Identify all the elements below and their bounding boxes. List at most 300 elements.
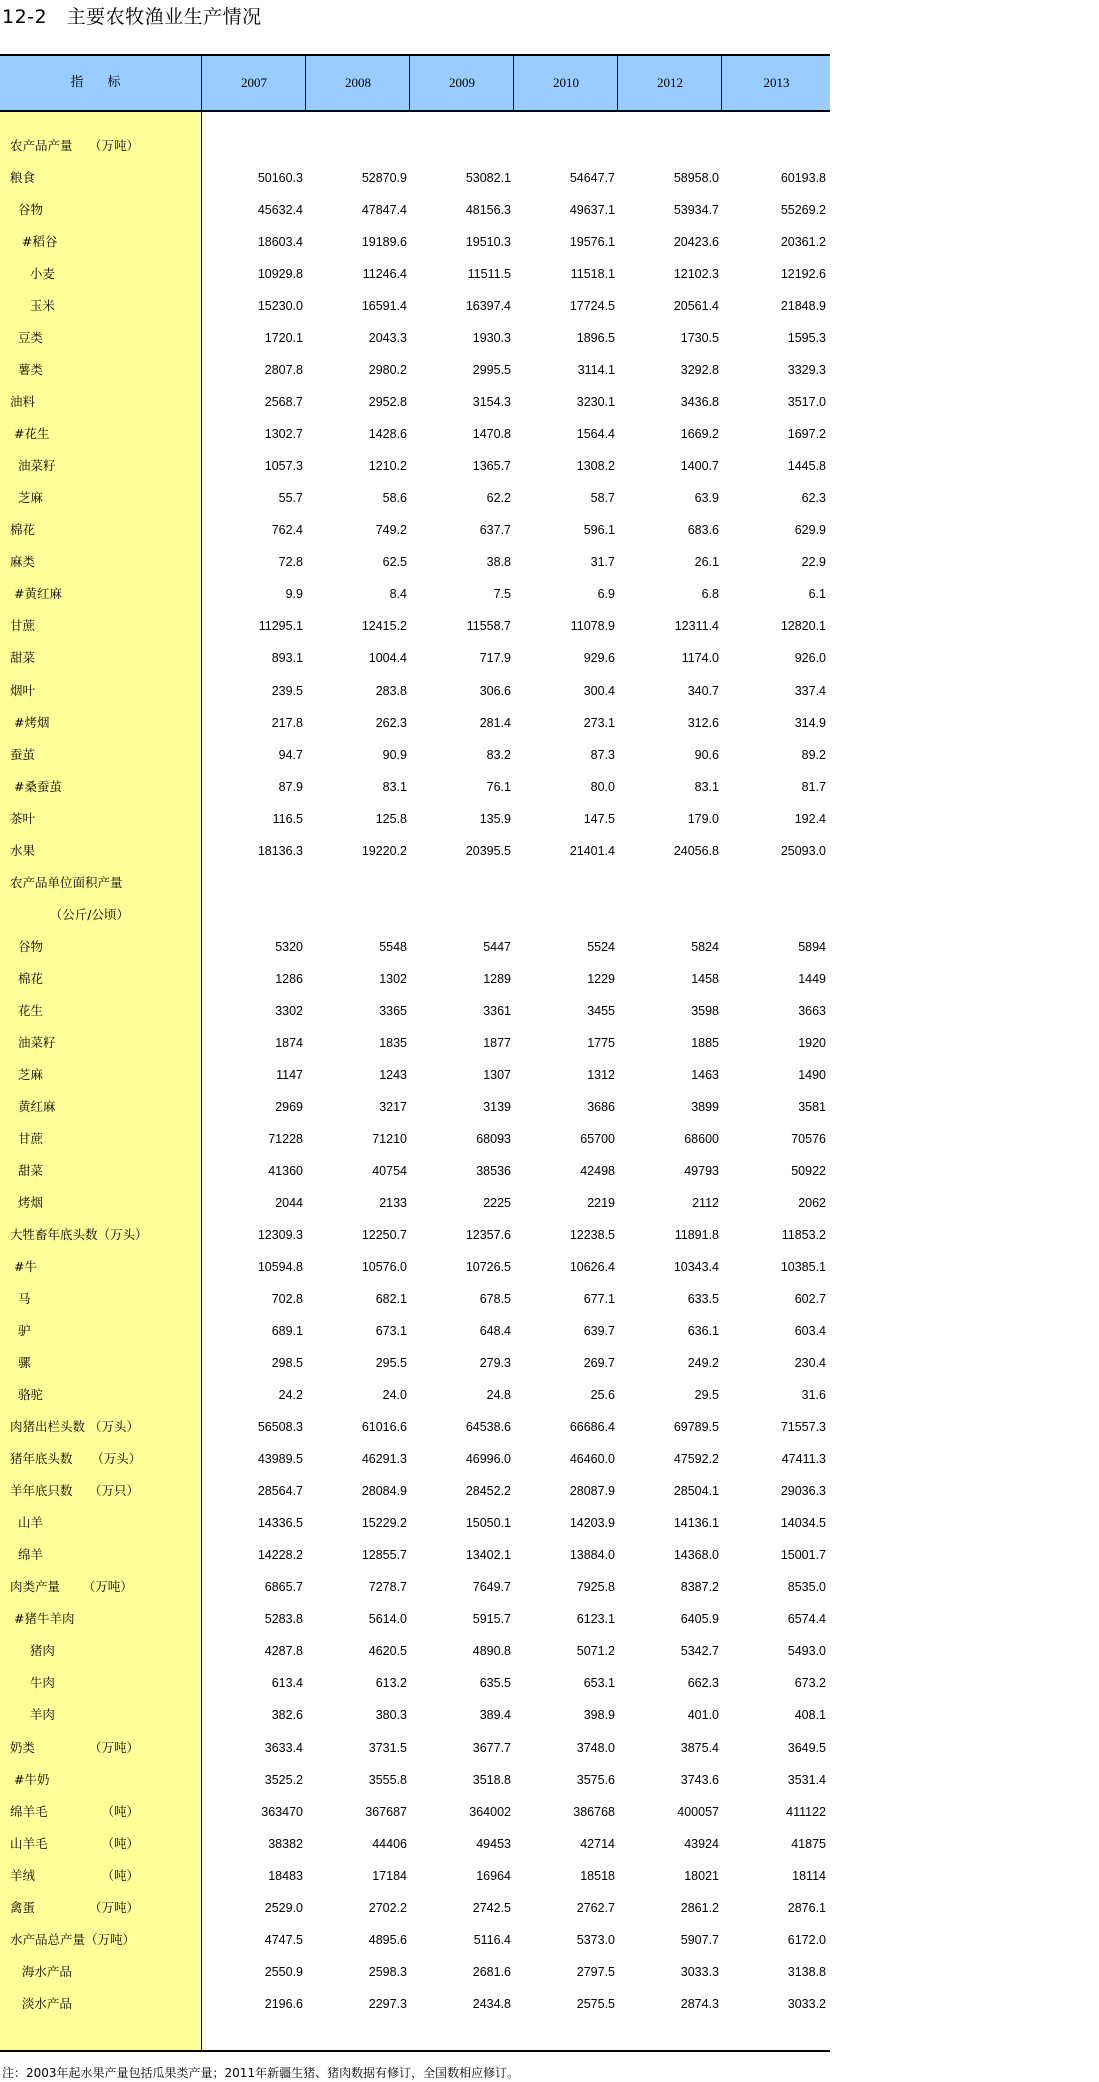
row-value: 5824: [691, 939, 719, 954]
row-value: 4747.5: [264, 1932, 303, 1947]
table-row: [0, 1379, 830, 1411]
table-row: [0, 1796, 830, 1828]
row-value: 380.3: [375, 1708, 407, 1723]
row-label: 海水产品: [10, 1963, 72, 1979]
row-value: 279.3: [479, 1356, 511, 1371]
table-row: [0, 931, 830, 963]
table-row: [0, 418, 830, 450]
row-value: 53934.7: [673, 203, 719, 218]
row-value: 1874: [275, 1035, 303, 1050]
row-value: 2762.7: [576, 1900, 615, 1915]
row-value: 762.4: [271, 523, 303, 538]
row-value: 3436.8: [680, 395, 719, 410]
row-value: 12102.3: [673, 267, 719, 282]
row-value: 94.7: [278, 747, 303, 762]
row-value: 1669.2: [680, 427, 719, 442]
row-value: 682.1: [375, 1292, 407, 1307]
row-value: 42714: [580, 1836, 615, 1851]
header-year: 2009: [409, 56, 514, 110]
row-value: 295.5: [375, 1356, 407, 1371]
table-row: [0, 194, 830, 226]
row-value: 239.5: [271, 683, 303, 698]
row-value: 1210.2: [368, 459, 407, 474]
table-row: [0, 1603, 830, 1635]
row-value: 192.4: [794, 811, 826, 826]
row-label: 麻类: [10, 554, 36, 570]
row-value: 398.9: [583, 1708, 615, 1723]
row-value: 3686: [587, 1099, 615, 1114]
row-value: 678.5: [479, 1292, 511, 1307]
row-value: 3329.3: [787, 363, 826, 378]
row-value: 12415.2: [361, 619, 407, 634]
row-value: 13884.0: [569, 1548, 615, 1563]
row-label: 甘蔗: [10, 618, 36, 634]
row-value: 2568.7: [264, 395, 303, 410]
row-value: 6405.9: [680, 1612, 719, 1627]
row-value: 2550.9: [264, 1964, 303, 1979]
row-value: 18114: [792, 1868, 826, 1883]
row-label: 棉花: [10, 970, 43, 986]
row-value: 1445.8: [787, 459, 826, 474]
row-label: 山羊: [10, 1515, 43, 1531]
row-value: 1885: [691, 1035, 719, 1050]
row-value: 58.7: [590, 491, 615, 506]
row-value: 80.0: [590, 779, 615, 794]
table-row: [0, 867, 830, 899]
row-value: 3518.8: [472, 1772, 511, 1787]
row-value: 29.5: [694, 1388, 719, 1403]
row-value: 47592.2: [673, 1452, 719, 1467]
row-value: 3139: [483, 1099, 511, 1114]
row-value: 71557.3: [780, 1420, 826, 1435]
row-value: 4895.6: [368, 1932, 407, 1947]
row-value: 408.1: [794, 1708, 826, 1723]
row-value: 41875: [791, 1836, 826, 1851]
row-value: 4287.8: [264, 1644, 303, 1659]
row-label: 烟叶: [10, 682, 36, 698]
row-value: 3217: [379, 1099, 407, 1114]
row-label: 绵羊毛 （吨）: [10, 1803, 139, 1819]
row-value: 62.5: [382, 555, 407, 570]
row-value: 926.0: [794, 651, 826, 666]
row-value: 90.9: [382, 747, 407, 762]
row-value: 11891.8: [674, 1228, 719, 1243]
table-row: [0, 1635, 830, 1667]
row-value: 147.5: [583, 811, 615, 826]
table-row: [0, 1315, 830, 1347]
row-value: 1174.0: [681, 651, 719, 666]
row-value: 3743.6: [680, 1772, 719, 1787]
row-value: 3731.5: [368, 1740, 407, 1755]
row-value: 3033.3: [680, 1964, 719, 1979]
row-value: 401.0: [687, 1708, 719, 1723]
row-value: 1307: [483, 1067, 511, 1082]
table-row: [0, 739, 830, 771]
row-value: 5342.7: [680, 1644, 719, 1659]
row-value: 2529.0: [264, 1900, 303, 1915]
row-label: 小麦: [10, 266, 55, 282]
row-value: 2196.6: [264, 1996, 303, 2011]
row-label: 谷物: [10, 202, 43, 218]
table-row: [0, 1892, 830, 1924]
row-value: 217.8: [271, 715, 303, 730]
table-row: [0, 386, 830, 418]
header-year: 2008: [305, 56, 410, 110]
table-row: [0, 258, 830, 290]
row-label: 羊年底只数 （万只）: [10, 1483, 139, 1499]
row-value: 5116.4: [473, 1932, 511, 1947]
row-value: 281.4: [479, 715, 511, 730]
table-row: [0, 707, 830, 739]
row-value: 7278.7: [368, 1580, 407, 1595]
row-value: 116.5: [272, 811, 303, 826]
row-value: 1930.3: [472, 331, 511, 346]
row-value: 42498: [580, 1163, 615, 1178]
row-value: 19220.2: [361, 843, 407, 858]
row-value: 19189.6: [361, 235, 407, 250]
row-value: 1004.4: [368, 651, 407, 666]
row-value: 3663: [798, 1003, 826, 1018]
row-label: 棉花: [10, 522, 36, 538]
row-value: 49453: [476, 1836, 511, 1851]
row-value: 58.6: [382, 491, 407, 506]
row-value: 2742.5: [472, 1900, 511, 1915]
table-row: [0, 130, 830, 162]
row-value: 5907.7: [680, 1932, 719, 1947]
row-value: 46291.3: [361, 1452, 407, 1467]
row-value: 2575.5: [576, 1996, 615, 2011]
row-label: 谷物: [10, 938, 43, 954]
row-label: 骡: [10, 1355, 31, 1371]
row-value: 90.6: [694, 747, 719, 762]
row-value: 1308.2: [576, 459, 615, 474]
header-year: 2007: [201, 56, 306, 110]
row-value: 38382: [268, 1836, 303, 1851]
row-value: 16964: [476, 1868, 511, 1883]
row-value: 702.8: [271, 1292, 303, 1307]
row-value: 3154.3: [472, 395, 511, 410]
row-label: 奶类 （万吨）: [10, 1739, 139, 1755]
row-value: 1289: [483, 971, 511, 986]
row-label: 山羊毛 （吨）: [10, 1835, 139, 1851]
row-label: #稻谷: [10, 234, 58, 250]
row-value: 12309.3: [257, 1228, 303, 1243]
row-label: 豆类: [10, 330, 43, 346]
row-value: 3455: [587, 1003, 615, 1018]
row-value: 411122: [786, 1804, 826, 1819]
header-year: 2012: [617, 56, 722, 110]
row-value: 3748.0: [576, 1740, 615, 1755]
row-value: 633.5: [687, 1292, 719, 1307]
row-value: 613.4: [271, 1676, 303, 1691]
row-value: 2876.1: [787, 1900, 826, 1915]
row-value: 5283.8: [264, 1612, 303, 1627]
table-row: [0, 1187, 830, 1219]
table-row: [0, 162, 830, 194]
table-row: [0, 1988, 830, 2020]
row-value: 929.6: [583, 651, 615, 666]
row-value: 2702.2: [368, 1900, 407, 1915]
row-value: 16397.4: [465, 299, 511, 314]
row-value: 10594.8: [257, 1260, 303, 1275]
row-value: 28564.7: [257, 1484, 303, 1499]
row-value: 6574.4: [787, 1612, 826, 1627]
row-value: 637.7: [479, 523, 511, 538]
row-value: 14034.5: [780, 1516, 826, 1531]
row-label: 淡水产品: [10, 1995, 72, 2011]
row-value: 11246.4: [362, 267, 407, 282]
row-value: 1720.1: [264, 331, 303, 346]
row-value: 43924: [684, 1836, 719, 1851]
row-value: 8387.2: [680, 1580, 719, 1595]
table-row: [0, 1860, 830, 1892]
row-label: #烤烟: [10, 714, 50, 730]
row-value: 2980.2: [368, 363, 407, 378]
row-value: 40754: [372, 1163, 407, 1178]
table-row: [0, 675, 830, 707]
row-label: 甜菜: [10, 1162, 43, 1178]
table-row: [0, 771, 830, 803]
row-value: 3033.2: [787, 1996, 826, 2011]
row-value: 6.9: [597, 587, 615, 602]
row-value: 12311.4: [674, 619, 719, 634]
row-value: 2043.3: [368, 331, 407, 346]
row-value: 11558.7: [466, 619, 511, 634]
row-value: 12192.6: [780, 267, 826, 282]
table-row: [0, 835, 830, 867]
row-label: #桑蚕茧: [10, 778, 62, 794]
row-value: 262.3: [375, 715, 407, 730]
row-value: 76.1: [486, 779, 511, 794]
table-row: [0, 1219, 830, 1251]
row-value: 717.9: [479, 651, 511, 666]
row-value: 298.5: [271, 1356, 303, 1371]
row-value: 10726.5: [465, 1260, 511, 1275]
row-value: 28452.2: [465, 1484, 511, 1499]
row-value: 21401.4: [569, 843, 615, 858]
row-value: 3555.8: [368, 1772, 407, 1787]
row-value: 41360: [268, 1163, 303, 1178]
row-value: 52870.9: [361, 171, 407, 186]
row-value: 1775: [587, 1035, 615, 1050]
row-label: 肉猪出栏头数 （万头）: [10, 1419, 139, 1435]
table-row: [0, 1059, 830, 1091]
row-value: 10929.8: [257, 267, 303, 282]
row-label: #花生: [10, 426, 50, 442]
row-value: 28084.9: [361, 1484, 407, 1499]
row-value: 20395.5: [465, 843, 511, 858]
row-value: 1302.7: [264, 427, 303, 442]
table-header: [0, 56, 830, 112]
row-value: 1400.7: [680, 459, 719, 474]
row-value: 1896.5: [576, 331, 615, 346]
row-value: 16591.4: [361, 299, 407, 314]
row-value: 64538.6: [465, 1420, 511, 1435]
row-value: 2952.8: [368, 395, 407, 410]
row-value: 14368.0: [673, 1548, 719, 1563]
row-label: 花生: [10, 1002, 43, 1018]
row-value: 71228: [268, 1131, 303, 1146]
row-value: 11511.5: [467, 267, 511, 282]
row-value: 47847.4: [361, 203, 407, 218]
row-value: 18483: [268, 1868, 303, 1883]
row-label: 马: [10, 1291, 31, 1307]
row-label: 茶叶: [10, 810, 36, 826]
table-row: [0, 1764, 830, 1796]
table-row: [0, 1443, 830, 1475]
row-value: 5493.0: [787, 1644, 826, 1659]
row-value: 50160.3: [257, 171, 303, 186]
row-value: 28087.9: [569, 1484, 615, 1499]
row-value: 83.1: [694, 779, 719, 794]
table-row: [0, 546, 830, 578]
row-label: 水产品总产量（万吨）: [10, 1931, 136, 1947]
row-value: 49793: [684, 1163, 719, 1178]
row-value: 689.1: [271, 1324, 303, 1339]
row-value: 1463: [691, 1067, 719, 1082]
row-label: 农产品产量 （万吨）: [10, 138, 139, 153]
row-label: 烤烟: [10, 1194, 43, 1210]
table-row: [0, 803, 830, 835]
row-value: 2297.3: [368, 1996, 407, 2011]
row-value: 71210: [372, 1131, 407, 1146]
row-value: 389.4: [479, 1708, 511, 1723]
row-label: 甘蔗: [10, 1130, 43, 1146]
row-value: 68600: [684, 1131, 719, 1146]
row-value: 249.2: [687, 1356, 719, 1371]
row-value: 21848.9: [780, 299, 826, 314]
row-value: 5071.2: [576, 1644, 615, 1659]
row-value: 662.3: [687, 1676, 719, 1691]
header-year: 2013: [721, 56, 831, 110]
row-value: 1490: [798, 1067, 826, 1082]
row-value: 12250.7: [361, 1228, 407, 1243]
row-value: 56508.3: [257, 1420, 303, 1435]
table-row: [0, 610, 830, 642]
row-value: 2874.3: [680, 1996, 719, 2011]
table-row: [0, 1732, 830, 1764]
row-label: 油菜籽: [10, 458, 56, 474]
row-value: 46996.0: [465, 1452, 511, 1467]
table-row: [0, 226, 830, 258]
row-value: 14136.1: [673, 1516, 719, 1531]
row-value: 11518.1: [570, 267, 615, 282]
row-value: 31.7: [590, 555, 615, 570]
row-value: 337.4: [794, 683, 826, 698]
row-value: 62.2: [486, 491, 511, 506]
row-value: 1312: [587, 1067, 615, 1082]
row-value: 38.8: [486, 555, 511, 570]
row-value: 15229.2: [361, 1516, 407, 1531]
row-value: 306.6: [479, 683, 511, 698]
row-value: 63.9: [694, 491, 719, 506]
table-row: [0, 1507, 830, 1539]
row-value: 18603.4: [257, 235, 303, 250]
row-value: 62.3: [801, 491, 826, 506]
row-value: 13402.1: [465, 1548, 511, 1563]
row-value: 3292.8: [680, 363, 719, 378]
row-value: 3525.2: [264, 1772, 303, 1787]
row-value: 12357.6: [465, 1228, 511, 1243]
table-row: [0, 1924, 830, 1956]
row-value: 68093: [476, 1131, 511, 1146]
row-value: 340.7: [687, 683, 719, 698]
row-value: 60193.8: [780, 171, 826, 186]
row-value: 18136.3: [257, 843, 303, 858]
row-value: 72.8: [278, 555, 303, 570]
row-value: 3114.1: [577, 363, 615, 378]
table-row: [0, 1091, 830, 1123]
row-value: 14228.2: [257, 1548, 303, 1563]
row-value: 55.7: [278, 491, 303, 506]
row-label: 猪年底头数 （万头）: [10, 1451, 142, 1467]
row-value: 3598: [691, 1003, 719, 1018]
row-value: 19510.3: [465, 235, 511, 250]
row-value: 3899: [691, 1099, 719, 1114]
row-value: 2219: [587, 1195, 615, 1210]
row-value: 25093.0: [780, 843, 826, 858]
row-value: 382.6: [271, 1708, 303, 1723]
row-value: 125.8: [375, 811, 407, 826]
row-label: 粮食: [10, 170, 36, 186]
row-value: 2969: [275, 1099, 303, 1114]
row-value: 312.6: [687, 715, 719, 730]
row-value: 61016.6: [361, 1420, 407, 1435]
table-row: [0, 642, 830, 674]
row-value: 7925.8: [576, 1580, 615, 1595]
row-value: 43989.5: [257, 1452, 303, 1467]
row-value: 2598.3: [368, 1964, 407, 1979]
row-value: 44406: [372, 1836, 407, 1851]
row-label: 薯类: [10, 362, 43, 378]
row-value: 1595.3: [787, 331, 826, 346]
row-value: 2681.6: [472, 1964, 511, 1979]
row-label: 芝麻: [10, 1066, 43, 1082]
row-value: 2861.2: [680, 1900, 719, 1915]
table-row: [0, 290, 830, 322]
row-value: 135.9: [479, 811, 511, 826]
row-value: 31.6: [801, 1388, 826, 1403]
row-value: 6865.7: [264, 1580, 303, 1595]
row-value: 613.2: [375, 1676, 407, 1691]
table-row: [0, 1828, 830, 1860]
row-value: 18021: [684, 1868, 719, 1883]
row-label: 农产品单位面积产量: [10, 874, 123, 890]
table-row: [0, 578, 830, 610]
row-value: 17724.5: [569, 299, 615, 314]
row-value: 893.1: [271, 651, 303, 666]
row-value: 2112: [692, 1195, 719, 1210]
row-value: 58958.0: [673, 171, 719, 186]
footnote: 注：2003年起水果产量包括瓜果类产量；2011年新疆生猪、猪肉数据有修订，全国数相应修订。: [2, 2066, 520, 2080]
row-value: 3649.5: [787, 1740, 826, 1755]
row-value: 673.2: [794, 1676, 826, 1691]
row-value: 179.0: [687, 811, 719, 826]
row-value: 3633.4: [264, 1740, 303, 1755]
table-row: [0, 1699, 830, 1731]
row-value: 1243: [379, 1067, 407, 1082]
row-value: 1365.7: [472, 459, 511, 474]
row-value: 18518: [580, 1868, 615, 1883]
row-value: 2995.5: [472, 363, 511, 378]
row-value: 20423.6: [673, 235, 719, 250]
row-value: 5894: [798, 939, 826, 954]
row-value: 2797.5: [576, 1964, 615, 1979]
row-value: 87.9: [278, 779, 303, 794]
row-value: 3230.1: [576, 395, 615, 410]
row-value: 6.8: [701, 587, 719, 602]
row-value: 635.5: [479, 1676, 511, 1691]
